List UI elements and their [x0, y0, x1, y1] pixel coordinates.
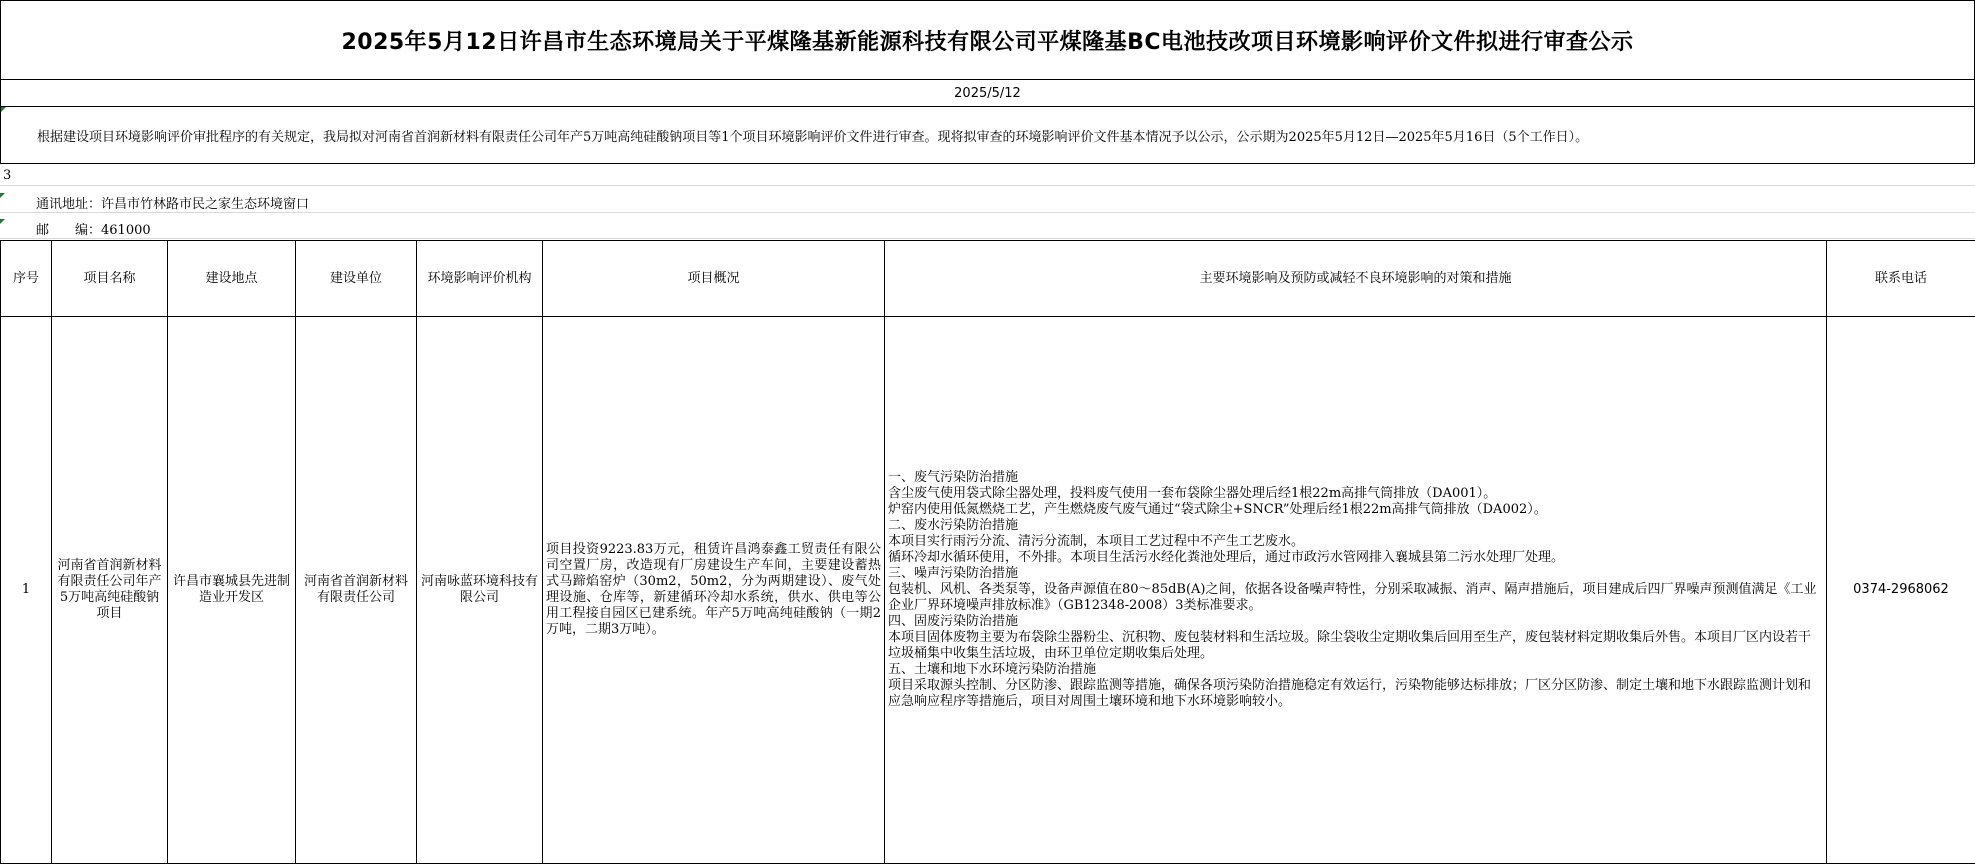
- project-table: [0, 240, 1975, 864]
- header-construction-unit: 建设单位: [296, 241, 417, 317]
- address-row: [0, 193, 1975, 213]
- measures-line: 一、废气污染防治措施: [888, 470, 1019, 485]
- table-row: [1, 317, 1975, 864]
- cell-measures: [885, 317, 1827, 864]
- cell-construction-unit: 河南省首润新材料有限责任公司: [296, 317, 417, 864]
- cell-seq: 1: [1, 317, 52, 864]
- cell-eia-agency: 河南咏蓝环境科技有限公司: [417, 317, 543, 864]
- cell-location: 许昌市襄城县先进制造业开发区: [168, 317, 296, 864]
- measures-line: 本项目固体废物主要为布袋除尘器粉尘、沉积物、废包装材料和生活垃圾。除尘袋收尘定期收集后回用至生产，废包装材料定期收集后外售。本项目厂区内设若干垃圾桶集中收集生活垃圾，由环卫单位定期收集后处理。: [888, 630, 1812, 661]
- measures-line: 三、噪声污染防治措施: [888, 566, 1019, 581]
- header-overview: 项目概况: [543, 241, 885, 317]
- number-cell: 3: [3, 168, 12, 183]
- header-project-name: 项目名称: [52, 241, 168, 317]
- page-title: 2025年5月12日许昌市生态环境局关于平煤隆基新能源科技有限公司平煤隆基BC电池技改项目环境影响评价文件拟进行审查公示: [341, 29, 1634, 55]
- cell-overview: 项目投资9223.83万元，租赁许昌鸿泰鑫工贸责任有限公司空置厂房，改造现有厂房建设生产车间，主要建设蓄热式马蹄焰窑炉（30m2，50m2，分为两期建设）、废气处理设施、仓库等，新建循环冷却水系统，供水、供电等公用工程接自园区已建系统。年产5万吨高纯硅酸钠（一期2万吨，二期3万吨）。: [543, 317, 885, 864]
- address-text: 通讯地址：许昌市竹林路市民之家生态环境窗口: [36, 197, 310, 212]
- measures-line: 五、土壤和地下水环境污染防治措施: [888, 662, 1097, 677]
- date-row: [0, 80, 1975, 107]
- intro-text: 根据建设项目环境影响评价审批程序的有关规定，我局拟对河南省首润新材料有限责任公司年产5万吨高纯硅酸钠项目等1个项目环境影响评价文件进行审查。现将拟审查的环境影响评价文件基本情况予以公示，公示期为2025年5月12日—2025年5月16日（5个工作日）。: [37, 129, 1589, 145]
- header-location: 建设地点: [168, 241, 296, 317]
- cell-project-name: 河南省首润新材料有限责任公司年产5万吨高纯硅酸钠项目: [52, 317, 168, 864]
- header-phone: 联系电话: [1827, 241, 1975, 317]
- zipcode-row: [0, 219, 1975, 239]
- title-row: [0, 0, 1975, 80]
- measures-line: 四、固废污染防治措施: [888, 614, 1019, 629]
- zipcode-text: 邮 编：461000: [36, 223, 151, 238]
- measures-line: 二、废水污染防治措施: [888, 518, 1019, 533]
- table-header-row: [1, 241, 1975, 317]
- cell-phone: 0374-2968062: [1827, 317, 1975, 864]
- measures-line: 包装机、风机、各类泵等，设备声源值在80～85dB(A)之间，依据各设备噪声特性，分别采取减振、消声、隔声措施后，项目建成后四厂界噪声预测值满足《工业企业厂界环境噪声排放标准》（GB12348-2008）3类标准要求。: [888, 582, 1817, 613]
- measures-line: 含尘废气使用袋式除尘器处理，投料废气使用一套布袋除尘器处理后经1根22m高排气筒排放（DA001）。: [888, 486, 1497, 501]
- header-measures: 主要环境影响及预防或减轻不良环境影响的对策和措施: [885, 241, 1827, 317]
- measures-line: 项目采取源头控制、分区防渗、跟踪监测等措施，确保各项污染防治措施稳定有效运行，污染物能够达标排放；厂区分区防渗、制定土壤和地下水跟踪监测计划和应急响应程序等措施后，项目对周围土壤环境和地下水环境影响较小。: [888, 678, 1812, 709]
- measures-line: 循环冷却水循环使用，不外排。本项目生活污水经化粪池处理后，通过市政污水管网排入襄城县第二污水处理厂处理。: [888, 550, 1565, 565]
- measures-line: 炉窑内使用低氮燃烧工艺，产生燃烧废气废气通过“袋式除尘+SNCR”处理后经1根22m高排气筒排放（DA002）。: [888, 502, 1547, 517]
- intro-row: [0, 107, 1975, 164]
- header-eia-agency: 环境影响评价机构: [417, 241, 543, 317]
- publish-date: 2025/5/12: [954, 85, 1021, 101]
- header-seq: 序号: [1, 241, 52, 317]
- measures-line: 本项目实行雨污分流、清污分流制，本项目工艺过程中不产生工艺废水。: [888, 534, 1305, 549]
- number-row: [0, 166, 1975, 186]
